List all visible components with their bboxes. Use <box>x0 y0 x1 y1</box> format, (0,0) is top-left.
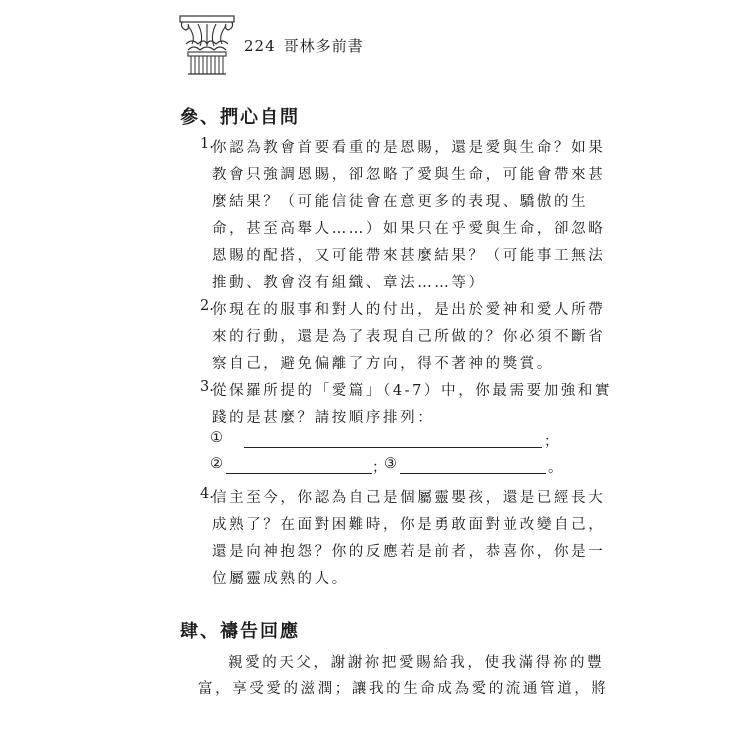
question-number-3: 3. <box>200 379 214 395</box>
question-2-line: 你現在的服事和對人的付出，是出於愛神和愛人所帶 <box>212 302 606 318</box>
question-4-line: 成熟了？在面對困難時，你是勇敢面對並改變自己， <box>212 517 606 533</box>
question-number-1: 1. <box>200 136 214 152</box>
corinthian-capital-icon <box>178 14 236 76</box>
answer-blank-3[interactable] <box>400 473 546 474</box>
question-2-line: 來的行動，還是為了表現自己所做的？你必須不斷省 <box>212 329 606 345</box>
question-1-line: 麼結果？（可能信徒會在意更多的表現、驕傲的生 <box>212 194 589 210</box>
answer-blank-1[interactable] <box>244 447 542 448</box>
answer-blank-2[interactable] <box>226 473 372 474</box>
question-4-line: 位屬靈成熟的人。 <box>212 571 349 587</box>
question-3-line: 踐的是甚麼？請按順序排列： <box>212 410 435 426</box>
answer-label-1: ① <box>210 430 223 446</box>
question-4-line: 還是向神抱怨？你的反應若是前者，恭喜你，你是一 <box>212 544 606 560</box>
answer-separator: ； <box>544 434 559 450</box>
running-header <box>244 35 364 56</box>
prayer-line: 親愛的天父，謝謝祢把愛賜給我，使我滿得祢的豐 <box>228 655 605 671</box>
question-number-2: 2. <box>200 298 214 314</box>
answer-label-2: ② <box>210 456 223 472</box>
answer-separator: ； <box>372 460 387 476</box>
question-1-line: 命，甚至高舉人……）如果只在乎愛與生命，卻忽略 <box>212 221 606 237</box>
prayer-line: 富，享受愛的滋潤；讓我的生命成為愛的流通管道，將 <box>198 681 609 697</box>
question-1-line: 你認為教會首要看重的是恩賜，還是愛與生命？如果 <box>212 140 606 156</box>
page-number: 224 <box>244 37 276 55</box>
question-2-line: 察自己，避免偏離了方向，得不著神的獎賞。 <box>212 356 554 372</box>
question-1-line: 推動、教會沒有組織、章法……等） <box>212 275 486 291</box>
question-1-line: 恩賜的配搭，又可能帶來甚麼結果？（可能事工無法 <box>212 248 606 264</box>
book-title: 哥林多前書 <box>283 37 364 55</box>
section-title-prayer: 肆、禱告回應 <box>180 621 300 642</box>
question-3-line: 從保羅所提的「愛篇」（4-7）中，你最需要加強和實 <box>212 383 613 399</box>
question-1-line: 教會只強調恩賜，卻忽略了愛與生命，可能會帶來甚 <box>212 167 606 183</box>
section-title-reflection: 參、捫心自問 <box>180 107 300 128</box>
answer-separator: 。 <box>548 460 563 476</box>
answer-label-3: ③ <box>384 456 397 472</box>
question-number-4: 4. <box>200 486 214 502</box>
question-4-line: 信主至今，你認為自己是個屬靈嬰孩，還是已經長大 <box>212 490 606 506</box>
